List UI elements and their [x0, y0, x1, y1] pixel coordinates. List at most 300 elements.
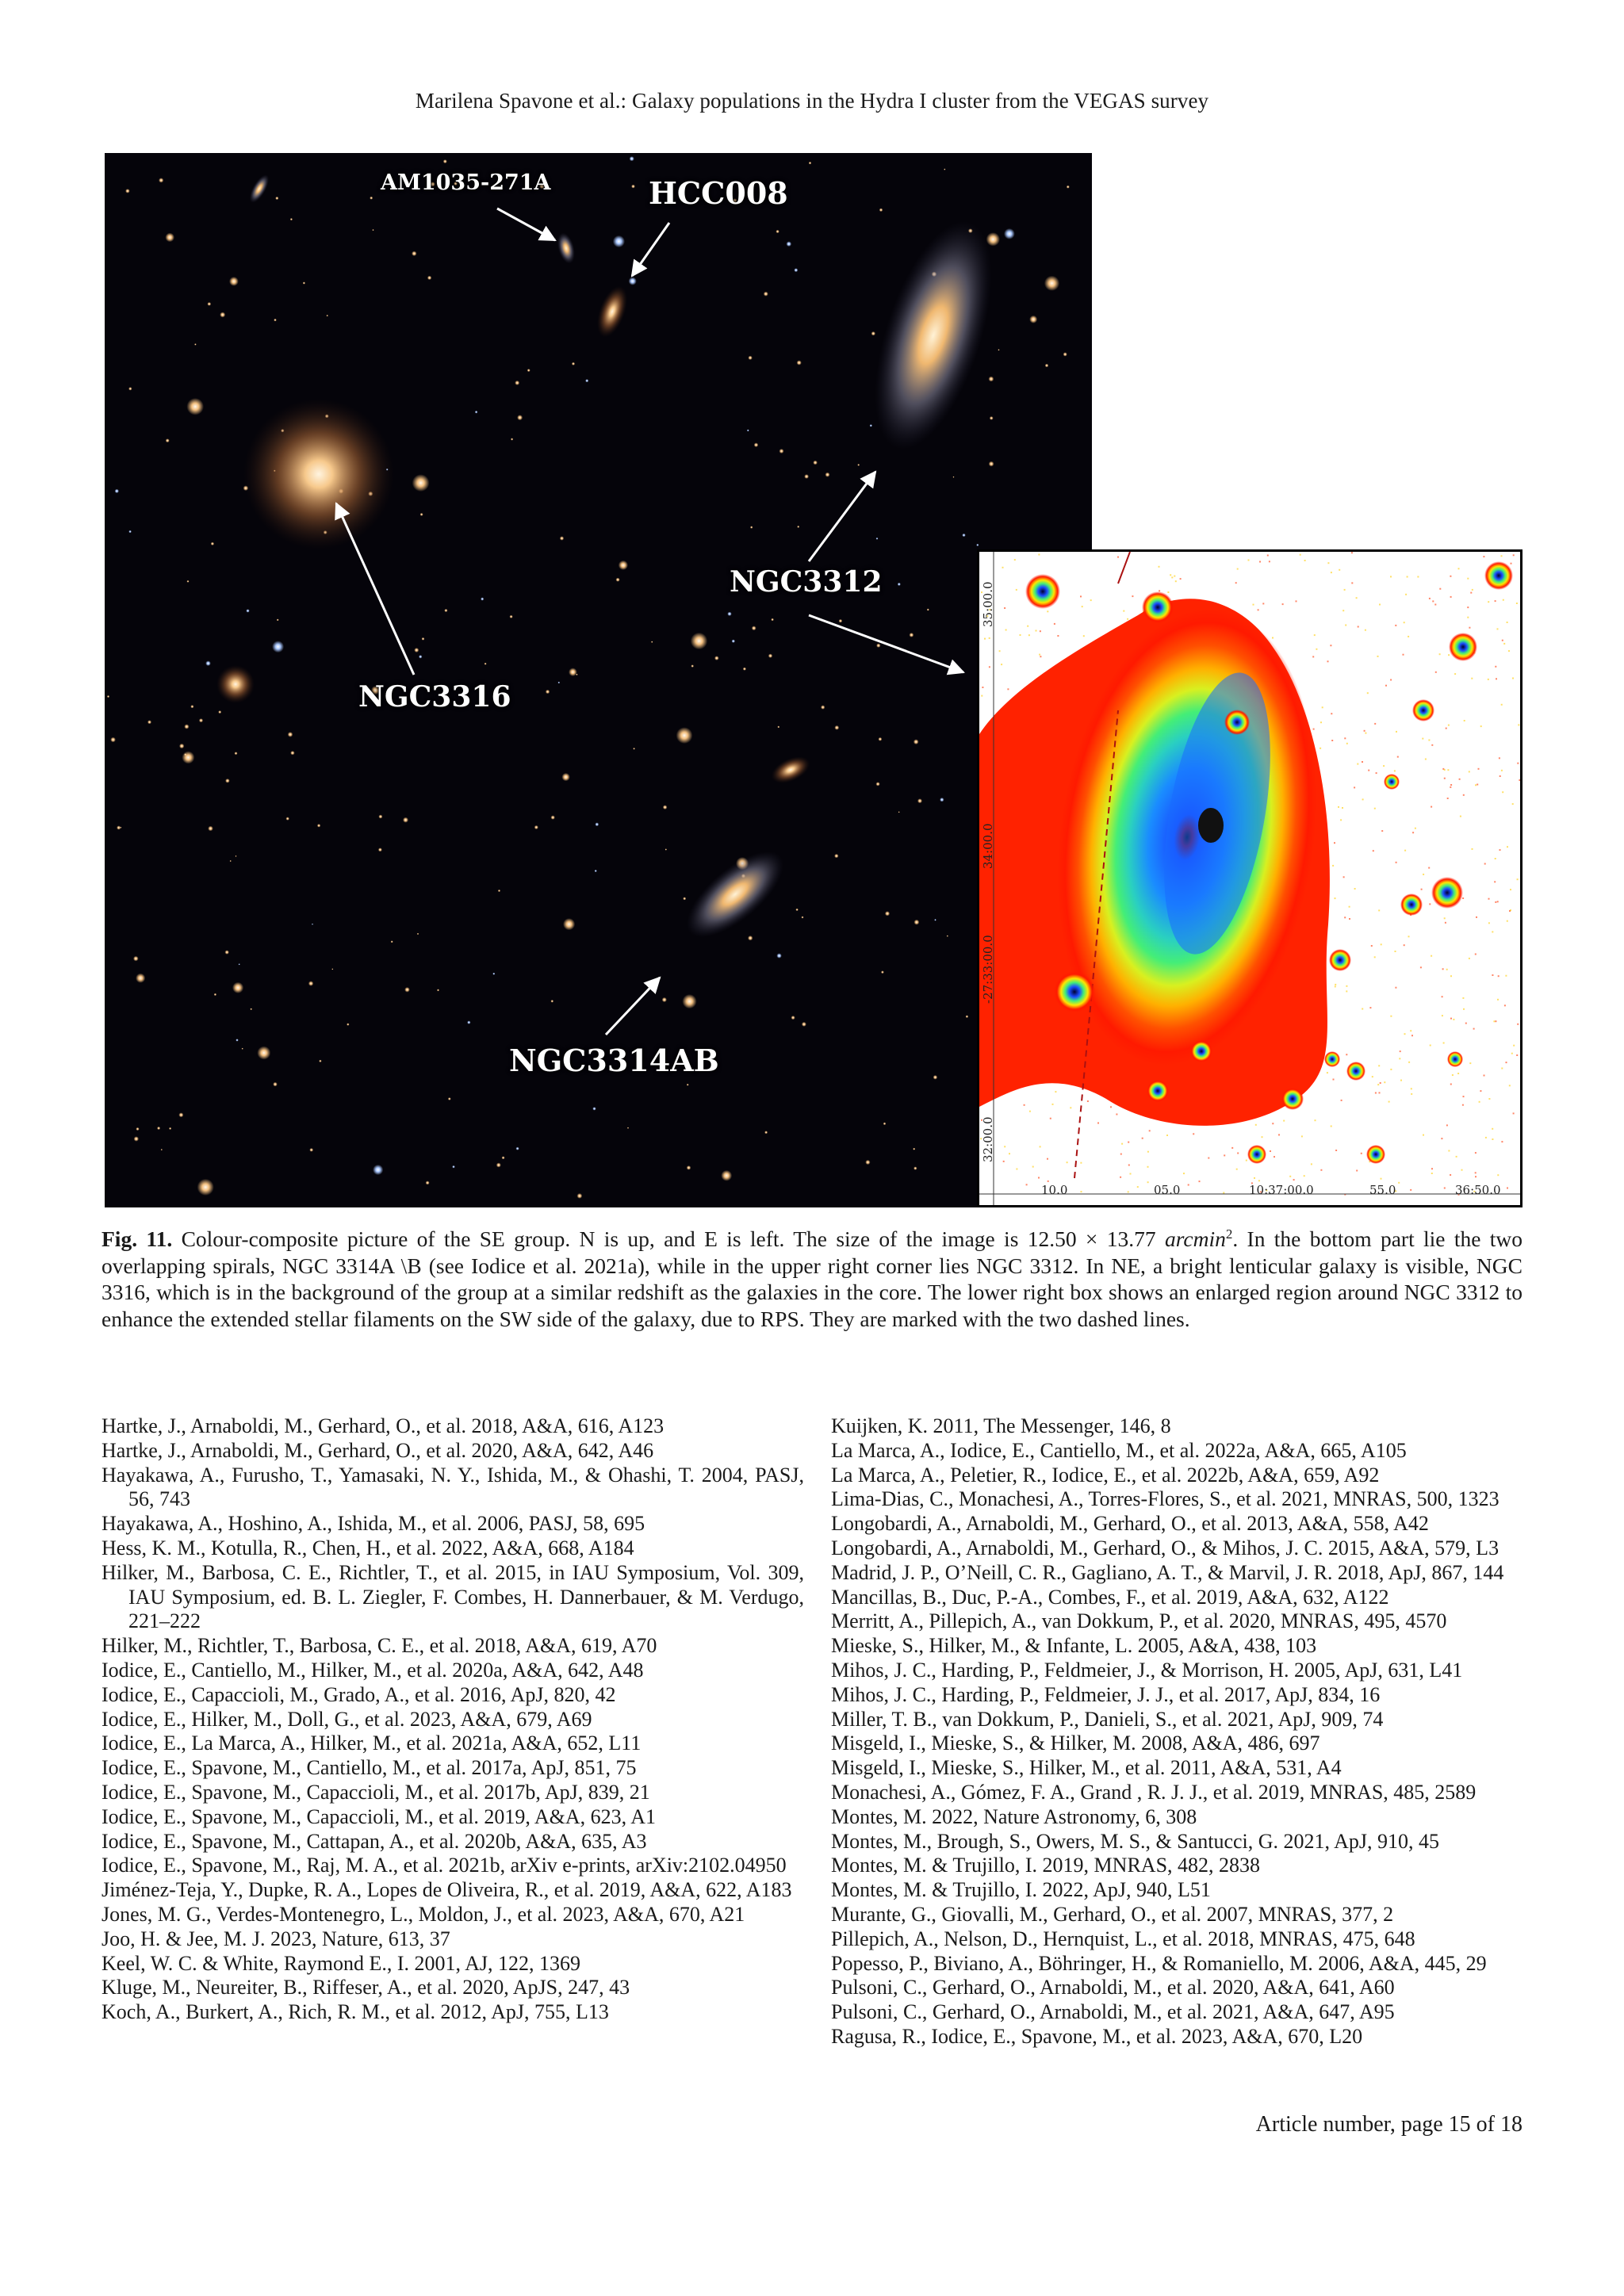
star: [437, 989, 439, 991]
inset-speckle-dot: [1519, 779, 1520, 781]
inset-speckle-dot: [1495, 858, 1496, 859]
inset-speckle-dot: [1472, 589, 1473, 591]
inset-speckle-dot: [1128, 1142, 1129, 1143]
star: [288, 732, 293, 737]
inset-speckle-dot: [1501, 704, 1503, 706]
inset-speckle-dot: [1398, 1182, 1400, 1184]
star: [748, 356, 752, 360]
inset-speckle-dot: [1346, 985, 1347, 987]
inset-speckle-dot: [1501, 1141, 1503, 1142]
star: [834, 854, 838, 858]
inset-speckle-dot: [1166, 1135, 1168, 1136]
star: [235, 752, 238, 755]
inset-speckle-dot: [1339, 569, 1340, 571]
star: [391, 940, 393, 943]
inset-speckle-dot: [1475, 1172, 1477, 1173]
inset-speckle-dot: [1439, 588, 1441, 590]
inset-speckle-dot: [1254, 1177, 1255, 1179]
inset-speckle-dot: [1032, 1166, 1034, 1168]
inset-speckle-dot: [1411, 1035, 1413, 1036]
star: [159, 178, 163, 182]
inset-speckle-dot: [1493, 1020, 1495, 1022]
inset-speckle-dot: [1097, 1123, 1099, 1124]
inset-speckle-dot: [1502, 640, 1503, 641]
star: [420, 513, 423, 516]
inset-ytick-2: 34:00.0: [981, 823, 995, 869]
inset-speckle-dot: [1420, 966, 1422, 968]
reference-entry: Jiménez-Teja, Y., Dupke, R. A., Lopes de Oliveira, R., et al. 2019, A&A, 622, A183: [102, 1878, 792, 1902]
star: [585, 379, 588, 382]
inset-xtick-2: 05.0: [1154, 1183, 1181, 1197]
inset-speckle-dot: [1400, 1050, 1401, 1052]
inset-speckle-dot: [1472, 848, 1473, 850]
star: [427, 276, 431, 280]
inset-speckle-dot: [1456, 1156, 1457, 1158]
inset-speckle-dot: [1476, 916, 1477, 918]
inset-speckle-dot: [1223, 1192, 1224, 1194]
inset-speckle-dot: [1293, 1179, 1295, 1181]
star: [125, 189, 130, 193]
star: [569, 668, 577, 676]
inset-source: [1054, 971, 1095, 1012]
inset-speckle-dot: [1422, 738, 1423, 740]
star: [633, 748, 635, 750]
reference-entry: Kluge, M., Neureiter, B., Riffeser, A., et al. 2020, ApJS, 247, 43: [102, 1976, 630, 1999]
reference-entry: Mieske, S., Hilker, M., & Infante, L. 2005, A&A, 438, 103: [831, 1634, 1317, 1658]
inset-speckle-dot: [1428, 740, 1430, 741]
star: [286, 817, 289, 820]
star: [787, 241, 792, 247]
reference-entry: Iodice, E., Spavone, M., Raj, M. A., et al. 2021b, arXiv e-prints, arXiv:2102.04950: [102, 1854, 787, 1877]
inset-speckle-dot: [1404, 850, 1406, 851]
star: [879, 737, 883, 741]
inset-speckle-dot: [1083, 635, 1085, 637]
caption-unit-power: 2: [1225, 1226, 1233, 1242]
inset-speckle-dot: [982, 687, 983, 688]
inset-speckle-dot: [1397, 756, 1399, 758]
star: [273, 1082, 278, 1087]
inset-speckle-dot: [1349, 918, 1350, 920]
label-ngc3314ab: NGC3314AB: [509, 1043, 719, 1078]
inset-speckle-dot: [1340, 819, 1342, 821]
inset-speckle-dot: [1038, 554, 1040, 556]
inset-speckle-dot: [1080, 1162, 1082, 1164]
inset-speckle-dot: [1272, 637, 1274, 639]
inset-speckle-dot: [1377, 1084, 1379, 1085]
inset-speckle-dot: [1335, 984, 1336, 985]
star: [128, 387, 132, 390]
label-am1035: AM1035-271A: [381, 170, 551, 195]
star: [317, 824, 320, 827]
inset-speckle-dot: [1404, 1033, 1406, 1035]
inset-speckle-dot: [1289, 1176, 1291, 1177]
inset-speckle-dot: [1333, 1079, 1335, 1081]
inset-speckle-dot: [1374, 956, 1376, 958]
inset-speckle-dot: [1507, 622, 1508, 623]
star: [225, 779, 230, 783]
inset-speckle-dot: [1344, 737, 1346, 739]
inset-speckle-dot: [1137, 1186, 1139, 1188]
star: [327, 315, 328, 316]
inset-speckle-dot: [1430, 1045, 1431, 1047]
inset-speckle-dot: [1444, 778, 1446, 779]
star: [378, 815, 382, 819]
inset-speckle-dot: [1381, 830, 1383, 832]
inset-speckle-dot: [1512, 803, 1514, 805]
reference-entry: Iodice, E., Spavone, M., Capaccioli, M., et al. 2019, A&A, 623, A1: [102, 1804, 657, 1828]
star: [754, 442, 759, 447]
star: [691, 633, 707, 649]
inset-speckle-dot: [1469, 771, 1470, 772]
star: [422, 637, 425, 641]
star: [560, 536, 564, 540]
inset-speckle-dot: [1488, 922, 1490, 924]
star: [629, 277, 637, 285]
inset-speckle-dot: [1480, 1090, 1481, 1092]
inset-speckle-dot: [1322, 706, 1323, 708]
inset-speckle-dot: [1520, 959, 1522, 961]
star: [797, 360, 802, 365]
inset-speckle-dot: [1501, 555, 1503, 557]
inset-source: [1142, 591, 1174, 623]
star: [933, 1075, 938, 1080]
reference-entry: Mihos, J. C., Harding, P., Feldmeier, J. J., et al. 2017, ApJ, 834, 16: [831, 1682, 1381, 1706]
star: [802, 1022, 806, 1027]
inset-speckle-dot: [1450, 576, 1451, 577]
reference-entry: Ragusa, R., Iodice, E., Spavone, M., et al. 2023, A&A, 670, L20: [831, 2024, 1363, 2048]
inset-speckle-dot: [1475, 1176, 1477, 1177]
star: [467, 1020, 470, 1024]
inset-speckle-dot: [1465, 1023, 1467, 1024]
star: [683, 897, 686, 900]
inset-speckle-dot: [1492, 931, 1493, 932]
inset-speckle-dot: [1004, 1146, 1005, 1147]
star: [275, 197, 278, 200]
inset-speckle-dot: [1404, 622, 1405, 623]
inset-speckle-dot: [1461, 1169, 1463, 1171]
inset-speckle-dot: [1116, 1114, 1117, 1115]
star: [662, 997, 667, 1002]
inset-speckle-dot: [1346, 743, 1348, 744]
inset-speckle-dot: [1407, 576, 1408, 578]
inset-speckle-dot: [1442, 996, 1443, 997]
references-left-column: [102, 1414, 804, 2025]
star: [426, 1181, 430, 1184]
star: [966, 1015, 969, 1018]
inset-speckle-dot: [1435, 672, 1437, 673]
star: [809, 162, 812, 165]
inset-speckle-dot: [1457, 1073, 1459, 1074]
inset-speckle-dot: [1311, 1163, 1312, 1165]
inset-speckle-dot: [1485, 1137, 1487, 1138]
inset-source: [1247, 1145, 1266, 1164]
inset-speckle-dot: [1149, 1130, 1151, 1131]
inset-speckle-dot: [1365, 733, 1366, 734]
star: [748, 936, 753, 940]
inset-speckle-dot: [1431, 744, 1433, 746]
inset-speckle-dot: [1463, 794, 1465, 796]
inset-speckle-dot: [1431, 955, 1432, 957]
inset-speckle-dot: [1020, 634, 1021, 636]
inset-speckle-dot: [1354, 888, 1356, 890]
inset-speckle-dot: [1492, 1128, 1493, 1130]
inset-speckle-dot: [1117, 557, 1119, 558]
inset-speckle-dot: [1467, 578, 1469, 580]
reference-entry: Popesso, P., Biviano, A., Böhringer, H., & Romaniello, M. 2006, A&A, 445, 29: [831, 1951, 1487, 1975]
inset-source: [1412, 699, 1434, 721]
inset-speckle-dot: [1301, 1135, 1303, 1137]
inset-speckle-dot: [1009, 1153, 1010, 1154]
inset-speckle-dot: [1432, 600, 1434, 602]
star: [561, 773, 569, 781]
star: [290, 751, 294, 755]
reference-entry: Montes, M. & Trujillo, I. 2022, ApJ, 940, L51: [831, 1878, 1211, 1902]
inset-speckle-dot: [1123, 610, 1124, 612]
inset-speckle-dot: [1408, 1062, 1410, 1063]
caption-label: Fig. 11.: [102, 1226, 173, 1251]
inset-speckle-dot: [1335, 985, 1336, 987]
inset-speckle-dot: [1506, 1062, 1507, 1063]
inset-speckle-dot: [1048, 1181, 1049, 1182]
inset-source: [1324, 1051, 1340, 1067]
reference-entry: Montes, M. 2022, Nature Astronomy, 6, 308: [831, 1804, 1197, 1828]
star: [134, 1136, 139, 1141]
inset-speckle-dot: [1267, 555, 1269, 557]
inset-speckle-dot: [1469, 627, 1470, 629]
star: [776, 230, 779, 233]
reference-entry: Pulsoni, C., Gerhard, O., Arnaboldi, M., et al. 2020, A&A, 641, A60: [831, 1976, 1395, 1999]
star: [272, 641, 284, 652]
star: [802, 916, 804, 919]
inset-speckle-dot: [1235, 582, 1237, 584]
inset-source: [1025, 574, 1060, 609]
inset-speckle-dot: [1330, 645, 1331, 646]
star: [147, 720, 151, 724]
star: [452, 1165, 455, 1169]
star: [752, 626, 756, 630]
inset-speckle-dot: [1462, 997, 1464, 999]
figure-11: [105, 153, 1522, 1207]
inset-speckle-dot: [1388, 1101, 1390, 1103]
inset-speckle-dot: [1421, 889, 1423, 890]
star: [220, 312, 225, 318]
inset-source: [1431, 877, 1463, 909]
inset-speckle-dot: [1262, 1136, 1263, 1138]
star: [274, 319, 277, 322]
star: [881, 970, 884, 974]
star: [515, 381, 519, 385]
reference-entry: Monachesi, A., Gómez, F. A., Grand , R. J. J., et al. 2019, MNRAS, 485, 2589: [831, 1780, 1477, 1804]
galaxy-small-2: [216, 665, 255, 703]
star: [182, 751, 194, 763]
inset-source: [1346, 1062, 1365, 1081]
inset-speckle-dot: [1272, 1123, 1274, 1124]
inset-speckle-dot: [1497, 628, 1499, 629]
star: [791, 1016, 795, 1020]
inset-speckle-dot: [1441, 1138, 1442, 1139]
star: [239, 963, 240, 965]
star: [768, 654, 772, 658]
inset-speckle-dot: [1400, 1080, 1402, 1081]
inset-speckle-dot: [1147, 1181, 1149, 1183]
inset-speckle-dot: [1517, 763, 1519, 764]
inset-speckle-dot: [1047, 610, 1048, 612]
inset-speckle-dot: [1375, 1093, 1377, 1094]
star: [687, 1084, 689, 1086]
star: [230, 860, 232, 862]
star: [682, 994, 696, 1008]
star: [372, 229, 373, 231]
inset-speckle-dot: [1262, 603, 1264, 604]
inset-xtick-3: 10:37:00.0: [1249, 1183, 1314, 1197]
inset-speckle-dot: [1511, 1053, 1513, 1054]
star: [110, 737, 116, 743]
inset-speckle-dot: [1248, 560, 1250, 561]
inset-speckle-dot: [1361, 1153, 1362, 1154]
star: [444, 609, 447, 612]
inset-speckle-dot: [1039, 654, 1040, 656]
inset-speckle-dot: [1510, 889, 1511, 890]
inset-speckle-dot: [1412, 832, 1414, 833]
inset-speckle-dot: [1512, 678, 1514, 679]
inset-speckle-dot: [1274, 1156, 1275, 1158]
inset-speckle-dot: [1450, 786, 1451, 788]
star: [448, 1097, 451, 1100]
inset-speckle-dot: [1003, 1161, 1005, 1162]
inset-speckle-dot: [1356, 1170, 1358, 1172]
star: [616, 578, 620, 582]
inset-speckle-dot: [1005, 629, 1007, 631]
inset-speckle-dot: [989, 637, 990, 639]
inset-speckle-dot: [1431, 1173, 1433, 1174]
star: [511, 438, 513, 440]
inset-speckle-dot: [1147, 1151, 1149, 1153]
inset-speckle-dot: [1327, 562, 1329, 564]
inset-speckle-dot: [1390, 1069, 1392, 1070]
star: [179, 744, 184, 748]
inset-speckle-dot: [1343, 876, 1345, 878]
inset-speckle-dot: [1362, 1008, 1363, 1010]
reference-entry: Merritt, A., Pillepich, A., van Dokkum, P., et al. 2020, MNRAS, 495, 4570: [831, 1609, 1447, 1633]
star: [551, 1000, 554, 1003]
inset-speckle-dot: [1038, 1177, 1040, 1179]
inset-speckle-dot: [1425, 759, 1427, 760]
inset-speckle-dot: [1313, 729, 1315, 730]
star: [312, 924, 313, 925]
star: [207, 302, 211, 306]
star: [347, 1023, 349, 1025]
inset-speckle-dot: [1484, 1075, 1485, 1077]
inset-speckle-dot: [1453, 1019, 1454, 1020]
star: [1067, 186, 1070, 189]
star: [910, 633, 914, 637]
inset-speckle-dot: [1463, 1096, 1465, 1097]
inset-speckle-dot: [1320, 748, 1321, 749]
reference-entry: Hartke, J., Arnaboldi, M., Gerhard, O., et al. 2018, A&A, 616, A123: [102, 1414, 665, 1437]
star: [443, 159, 447, 163]
star: [178, 1112, 183, 1117]
inset-speckle-dot: [1346, 1054, 1347, 1055]
inset-speckle-dot: [1171, 576, 1173, 578]
star: [947, 936, 948, 937]
star: [962, 534, 965, 537]
star: [166, 438, 170, 442]
inset-speckle-dot: [1423, 1135, 1424, 1136]
inset-speckle-dot: [1237, 1153, 1239, 1154]
inset-speckle-dot: [1480, 725, 1482, 727]
inset-speckle-dot: [1517, 1024, 1519, 1025]
reference-entry: Mancillas, B., Duc, P.-A., Combes, F., et al. 2019, A&A, 632, A122: [831, 1585, 1389, 1609]
star: [986, 232, 1000, 246]
inset-speckle-dot: [1380, 1082, 1381, 1084]
inset-speckle-dot: [1390, 576, 1392, 577]
inset-speckle-dot: [1396, 731, 1397, 733]
inset-source: [1190, 1040, 1212, 1062]
inset-speckle-dot: [1335, 897, 1336, 899]
star: [211, 542, 214, 545]
inset-speckle-dot: [1028, 634, 1030, 636]
star: [794, 268, 798, 272]
star: [257, 1047, 270, 1060]
inset-speckle-dot: [1296, 600, 1297, 602]
inset-speckle-dot: [1417, 576, 1419, 578]
star: [115, 489, 119, 493]
inset-speckle-dot: [1253, 604, 1254, 606]
star: [184, 724, 189, 729]
inset-speckle-dot: [1459, 779, 1461, 780]
inset-speckle-dot: [1120, 1154, 1122, 1155]
inset-speckle-dot: [1452, 1074, 1454, 1076]
star: [498, 890, 500, 892]
inset-source: [1400, 894, 1423, 916]
inset-speckle-dot: [1415, 828, 1416, 829]
inset-speckle-dot: [1304, 1175, 1305, 1177]
star: [771, 618, 774, 622]
star: [914, 1166, 917, 1169]
star: [136, 974, 145, 983]
star: [1063, 352, 1067, 356]
inset-speckle-dot: [1381, 1178, 1382, 1180]
star: [834, 725, 839, 730]
star: [914, 739, 919, 744]
inset-speckle-dot: [1403, 654, 1404, 656]
star: [879, 209, 883, 212]
inset-speckle-dot: [1450, 1174, 1451, 1176]
star: [913, 1148, 915, 1150]
inset-speckle-dot: [989, 666, 990, 668]
inset-speckle-dot: [1467, 607, 1469, 608]
reference-entry: Iodice, E., Capaccioli, M., Grado, A., et al. 2016, ApJ, 820, 42: [102, 1682, 616, 1706]
inset-speckle-dot: [1450, 975, 1452, 977]
inset-speckle-dot: [1446, 969, 1448, 970]
star: [1044, 276, 1059, 291]
inset-speckle-dot: [1488, 898, 1490, 900]
star: [194, 343, 197, 346]
inset-speckle-dot: [1494, 881, 1496, 882]
reference-entry: Jones, M. G., Verdes-Montenegro, L., Moldon, J., et al. 2023, A&A, 670, A21: [102, 1902, 745, 1926]
star: [714, 656, 719, 660]
star: [1029, 316, 1037, 323]
inset-speckle-dot: [1509, 1085, 1511, 1086]
inset-speckle-dot: [1507, 1188, 1508, 1189]
star: [161, 1149, 163, 1150]
inset-speckle-dot: [1193, 1133, 1194, 1135]
reference-entry: Hayakawa, A., Hoshino, A., Ishida, M., et al. 2006, PASJ, 58, 695: [102, 1512, 645, 1536]
star: [403, 817, 408, 823]
reference-entry: Longobardi, A., Arnaboldi, M., Gerhard, O., & Mihos, J. C. 2015, A&A, 579, L3: [831, 1536, 1500, 1559]
inset-speckle-dot: [1342, 610, 1344, 611]
reference-entry: La Marca, A., Peletier, R., Iodice, E., et al. 2022b, A&A, 659, A92: [831, 1463, 1380, 1487]
